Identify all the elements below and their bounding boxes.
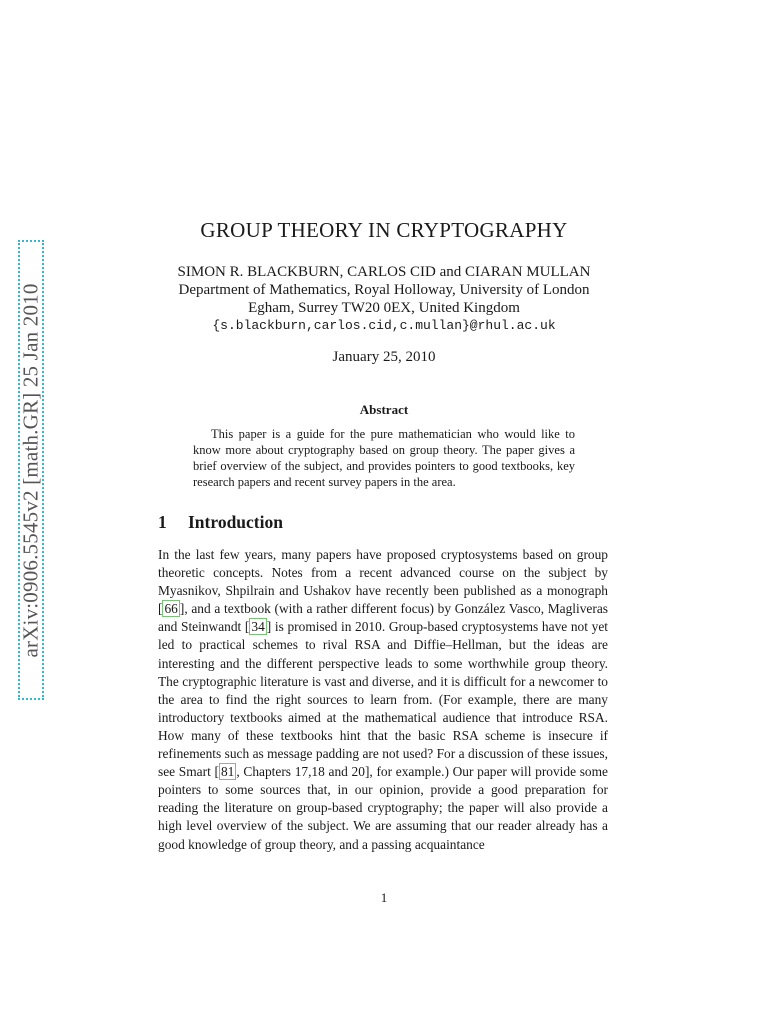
citation-link-81[interactable]: 81 bbox=[220, 764, 235, 780]
section-heading bbox=[158, 512, 283, 533]
intro-text-part-3: ] is promised in 2010. Group-based cryptosystems have not yet led to practical schemes to rival RSA and Diffie–Hellman, but the ideas are interesting and the different perspective leads to some worthwhile group theory. The cryptographic literature is vast and diverse, and it is difficult for a newcomer to the area to find the right sources to learn from. (For example, there are many introductory textbooks aimed at the mathematical audience that introduce RSA. How many of these textbooks hint that the basic RSA scheme is insecure if refinements such as message padding are not used? For a discussion of these issues, see Smart [ bbox=[158, 619, 608, 780]
abstract-text: This paper is a guide for the pure mathematician who would like to know more about cryptography based on group theory. The paper gives a brief overview of the subject, and provides pointers to good textbooks, key research papers and recent survey papers in the area. bbox=[193, 427, 575, 489]
paper-date: January 25, 2010 bbox=[332, 349, 436, 365]
paper-title: GROUP THEORY IN CRYPTOGRAPHY bbox=[200, 218, 568, 242]
citation-link-66[interactable]: 66 bbox=[164, 601, 178, 617]
intro-text-part-4: , Chapters 17,18 and 20], for example.) Our paper will provide some pointers to some sources that, in our opinion, provide a good preparation for reading the literature on group-based cryptography; the paper will also provide a high level overview of the subject. We are assuming that our reader already has a good knowledge of group theory, and a passing acquaintance bbox=[158, 764, 608, 852]
arxiv-identifier-text: arXiv:0906.5545v2 [math.GR] 25 Jan 2010 bbox=[18, 282, 43, 658]
section-title: Introduction bbox=[188, 512, 283, 532]
introduction-paragraph bbox=[158, 546, 608, 854]
affiliation-department: Department of Mathematics, Royal Holloway, University of London bbox=[178, 282, 590, 298]
affiliation-address: Egham, Surrey TW20 0EX, United Kingdom bbox=[248, 300, 520, 316]
intro-text-part-2: ], and a textbook (with a rather different focus) by González Vasco, Magliveras and Steinwandt [ bbox=[158, 601, 608, 635]
section-number: 1 bbox=[158, 512, 167, 532]
page-number: 1 bbox=[380, 890, 388, 905]
intro-text-part-1: In the last few years, many papers have proposed cryptosystems based on group theoretic concepts. Notes from a recent advanced course on the subject by Myasnikov, Shpilrain and Ushakov have recently been published as a monograph [ bbox=[158, 547, 608, 617]
author-list: SIMON R. BLACKBURN, CARLOS CID and CIARAN MULLAN bbox=[177, 264, 591, 280]
abstract-heading: Abstract bbox=[359, 402, 409, 417]
citation-link-34[interactable]: 34 bbox=[251, 619, 265, 635]
author-emails: {s.blackburn,carlos.cid,c.mullan}@rhul.ac.uk bbox=[212, 318, 556, 333]
